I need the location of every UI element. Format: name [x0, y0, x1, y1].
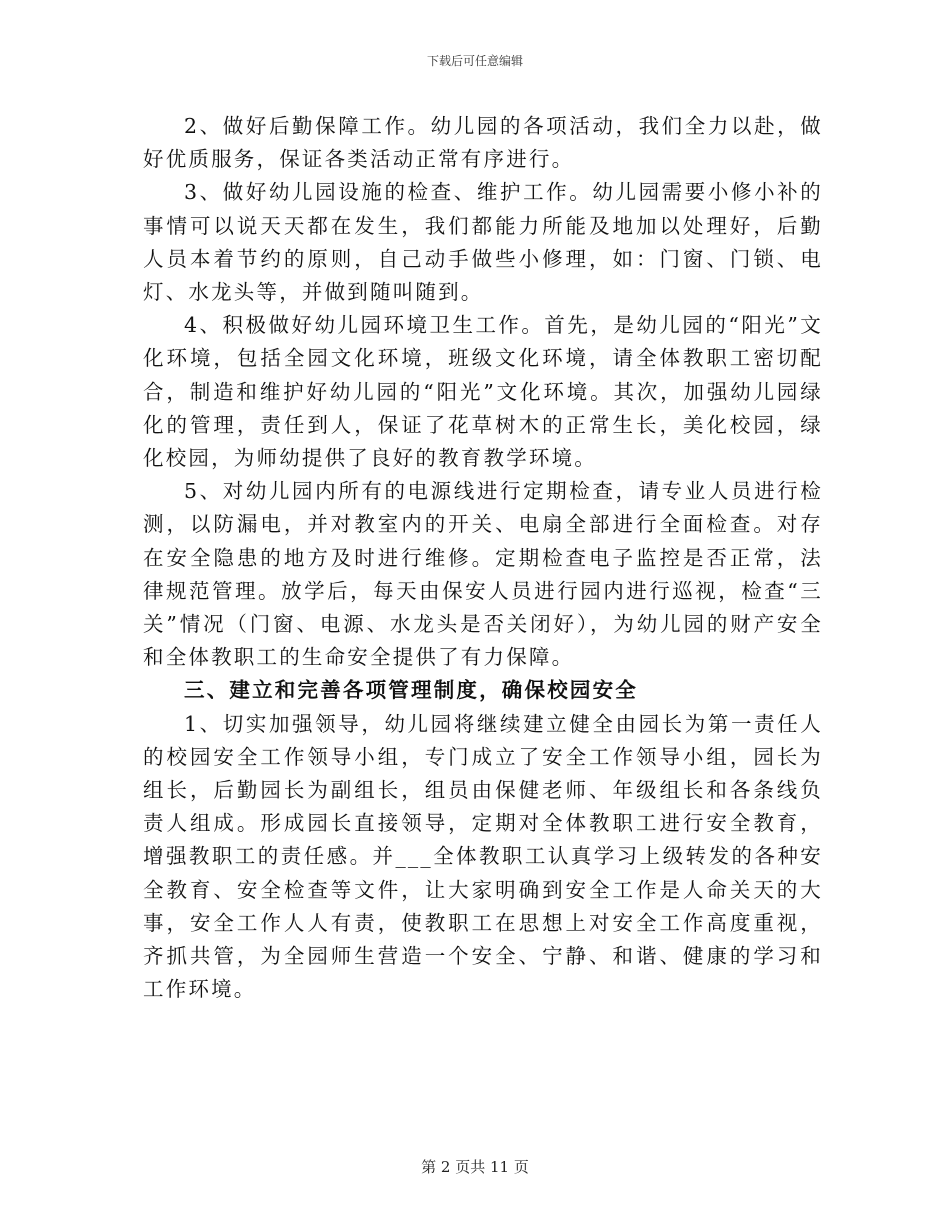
paragraph-environment-hygiene: 4、积极做好幼儿园环境卫生工作。首先，是幼儿园的“阳光”文化环境，包括全园文化环境，班级文化环境，请全体教职工密切配合，制造和维护好幼儿园的“阳光”文化环境。其次，加强幼儿园绿化的管理，责任到人，保证了花草树木的正常生长，美化校园，绿化校园，为师幼提供了良好的教育教学环境。 — [143, 313, 823, 471]
page-header: 下载后可任意编辑 — [426, 54, 523, 68]
paragraph-facility-maintenance: 3、做好幼儿园设施的检查、维护工作。幼儿园需要小修小补的事情可以说天天都在发生，我们都能力所能及地加以处理好，后勤人员本着节约的原则，自己动手做些小修理，如：门窗、门锁、电灯、水龙头等，并做到随叫随到。 — [143, 180, 823, 305]
section-heading: 三、建立和完善各项管理制度，确保校园安全 — [184, 678, 638, 703]
page-number: 第 2 页共 11 页 — [421, 1158, 529, 1176]
paragraph-logistics: 2、做好后勤保障工作。幼儿园的各项活动，我们全力以赴，做好优质服务，保证各类活动正常有序进行。 — [143, 114, 823, 172]
paragraph-leadership: 1、切实加强领导，幼儿园将继续建立健全由园长为第一责任人的校园安全工作领导小组，专门成立了安全工作领导小组，园长为组长，后勤园长为副组长，组员由保健老师、年级组长和各条线负责人组成。形成园长直接领导，定期对全体教职工进行安全教育，增强教职工的责任感。并___全体教职工认真学习上级转发的各种安全教育、安全检查等文件，让大家明确到安全工作是人命关天的大事，安全工作人人有责，使教职工在思想上对安全工作高度重视，齐抓共管，为全园师生营造一个安全、宁静、和谐、健康的学习和工作环境。 — [143, 711, 823, 1002]
paragraph-electrical-inspection: 5、对幼儿园内所有的电源线进行定期检查，请专业人员进行检测，以防漏电，并对教室内的开关、电扇全部进行全面检查。对存在安全隐患的地方及时进行维修。定期检查电子监控是否正常，法律规范管理。放学后，每天由保安人员进行园内进行巡视，检查“三关”情况（门窗、电源、水龙头是否关闭好），为幼儿园的财产安全和全体教职工的生命安全提供了有力保障。 — [143, 479, 823, 670]
document-body — [143, 110, 823, 1006]
